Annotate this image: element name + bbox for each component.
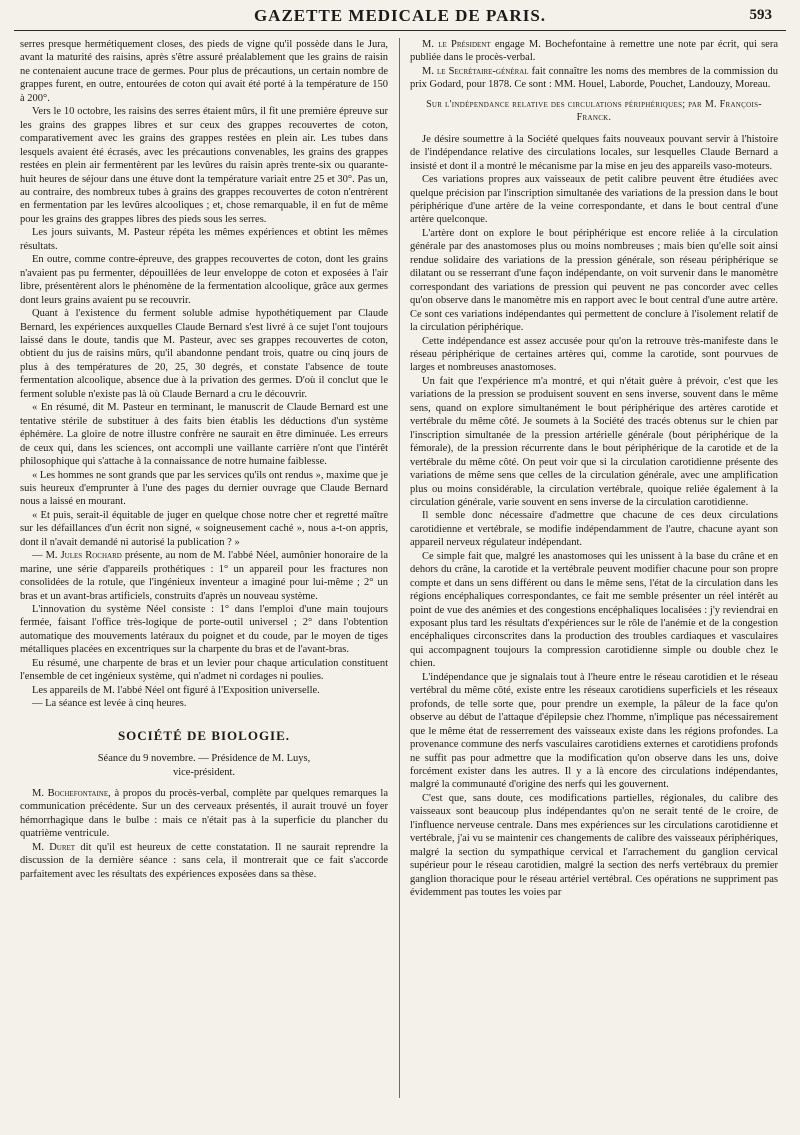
section-title: SOCIÉTÉ DE BIOLOGIE. [117, 727, 291, 743]
paragraph-text: présente, au nom de M. l'abbé Néel, aumônier honoraire de la marine, une série d'appareils prothétiques : 1° un appareil pour les fractures non consolidées de la rotule, que l'ingénieux inventeur a imaginé pour lui-même ; 2° un bras et un avant-bras artificiels, construits d'après un nouveau système. [20, 550, 388, 602]
paragraph: En outre, comme contre-épreuve, des grappes recouvertes de coton, dont les grains n'avaient pas pu fermenter, dépouillées de leur enveloppe de coton et exposées à l'air libre, présentèrent alors le phénomène de la fermentation alcoolique, grâce aux germes dont leurs grains avaient pu se recouvrir. [20, 254, 388, 306]
paragraph: L'indépendance que je signalais tout à l'heure entre le réseau carotidien et le réseau vertébral du même côté, existe entre les réseaux carotidiens superficiels et les réseaux profonds, de telle sorte que, pour prendre un exemple, la pâleur de la face qu'on observe au début de l'attaque d'épilepsie chez l'homme, n'implique pas nécessairement que le même état de resserrement des vaisseaux existe dans les régions profondes. La provenance commune des nerfs vasculaires carotidiens externes et carotidiens profonds ne suffit pas pour admettre que la modification qu'on observe dans les uns, doive forcément exister dans les autres. Il y a là encore des circulations indépendantes, malgré la communauté d'origine des nerfs qui les gouvernent. [410, 671, 778, 791]
paragraph [20, 841, 388, 881]
column-divider [399, 38, 400, 1098]
speaker-name: M. Duret [32, 841, 76, 853]
paragraph: Quant à l'existence du ferment soluble admise hypothétiquement par Claude Bernard, les expériences auxquelles Claude Bernard s'est livré à ce sujet l'ont toujours laissé dans le doute, tandis que M. Pasteur, avec ses grappes recouvertes de coton, obtient du jus de raisins mûrs, qu'il abandonne pendant trois, quatre ou cinq jours de plus à des températures de 20, 25, 30 degrés, et constate l'absence de toute fermentation alcoolique, absence due à la privation des germes. D'où il conclut que le ferment soluble n'existe pas là où Claude Bernard a cru le découvrir. [20, 308, 388, 400]
paragraph: Eu résumé, une charpente de bras et un levier pour chaque articulation constituent l'ensemble de cet ingénieux système, qui n'admet ni cordages ni poulies. [20, 657, 388, 683]
paragraph-text: à propos du procès-verbal, complète par quelques remarques la communication précédente. Sur un des cerveaux présentés, il aurait trouvé un foyer hémorrhagique dans le bulbe : mais ce n'était pas à la superficie du plancher du quatrième ventricule. [20, 788, 388, 840]
speaker-name: M. Jules Rochard [45, 550, 122, 562]
paragraph: Ce simple fait que, malgré les anastomoses qui les unissent à la base du crâne et en dehors du crâne, la carotide et la vertébrale peuvent modifier chacune pour son propre compte et dans un sens différent ou dans le même sens, l'état de la circulation dans les régions encéphaliques correspondantes, ce fait me semble présenter un réel intérêt au point de vue des anémies et des congestions encéphaliques localisées : j'y reviendrai en exposant plus tard les résultats d'expériences sur le rôle de l'anémie et de la congestion encéphaliques circonscrites dans la production des troubles cardiaques et vasculaires qui accompagnent toujours la compression carotidienne simple ou double chez le chien. [410, 550, 778, 670]
quote-paragraph: « Les hommes ne sont grands que par les services qu'ils ont rendus », maxime que je suis heureux d'emprunter à l'une des pages du dernier ouvrage que Claude Bernard nous a laissé en mourant. [20, 469, 388, 508]
paragraph: Cette indépendance est assez accusée pour qu'on la retrouve très-manifeste dans le réseau périphérique de certaines artères qui, comme la carotide, sont pourvues de larges et nombreuses anastomoses. [410, 335, 778, 374]
right-column [410, 38, 778, 1130]
paragraph-text: dit qu'il est heureux de cette constatation. Il ne saurait reprendre la discussion de la dernière séance : sans cela, il montrerait que ce fait s'accorde parfaitement avec les résultats des expériences exposées dans sa thèse. [20, 841, 388, 880]
paragraph: C'est que, sans doute, ces modifications partielles, régionales, du calibre des vaisseaux sont beaucoup plus indépendantes qu'on ne serait tenté de le croire, de l'influence nerveuse centrale. Dans mes expériences sur les circulations carotidienne et vertébrale, j'ai vu se maintenir ces changements de calibre des vaisseaux périphériques, malgré la section du sympathique cervical et l'arrachement du ganglion cervical supérieur pour le réseau carotidien, malgré la section des nerfs vertébraux du premier ganglion thoracique pour le réseau artériel vertébral. Ces opérations ne suppriment pas évidemment pas toutes les voies par [410, 792, 778, 899]
paragraph: Les appareils de M. l'abbé Néel ont figuré à l'Exposition universelle. [32, 684, 320, 696]
paragraph: Je désire soumettre à la Société quelques faits nouveaux pouvant servir à l'histoire de l'indépendance relative des circulations locales, sur lesquelles Claude Bernard a insisté et dont il a montré le mécanisme par la mise en jeu des appareils vaso-moteurs. [410, 133, 778, 172]
paragraph: — M. Jules Rochard présente, au nom de M. l'abbé Néel, aumônier honoraire de la marine, une série d'appareils prothétiques : 1° un appareil pour les fractures non consolidées de la rotule, que l'ingénieux inventeur a imaginé pour lui-même ; 2° un bras et un avant-bras artificiels, construits d'après un nouveau système. [20, 550, 388, 602]
speaker-name: M. Bochefontaine, [32, 788, 111, 800]
left-column [20, 38, 388, 1130]
paragraph: Ces variations propres aux vaisseaux de petit calibre peuvent être étudiées avec quelque précision par l'inscription simultanée des variations de la pression dans le bout périphérique d'une artère de la veine correspondante, et dans le bout central d'une artère quelconque. [410, 174, 778, 226]
paragraph: serres presque hermétiquement closes, des pieds de vigne qu'il possède dans le Jura, avant la maturité des raisins, après s'être assuré préalablement que les grains de raisin ne contenaient aucune trace de germes. Pour plus de précautions, un certain nombre de grappes furent, en outre, entourées de coton qui avait été porté à la température de 150 à 200°. [20, 39, 388, 104]
paragraph: Les jours suivants, M. Pasteur répéta les mêmes expériences et obtint les mêmes résultats. [20, 227, 388, 252]
paragraph: — La séance est levée à cinq heures. [32, 698, 187, 710]
speaker-name: M. le Président [422, 39, 491, 50]
page-number: 593 [749, 7, 772, 23]
paragraph: Vers le 10 octobre, les raisins des serres étaient mûrs, il fit une première épreuve sur les grains des grappes libres et sur ceux des grappes recouvertes de coton, comparativement avec les grains des grappes restées en plein air. Les tubes dans lesquels avaient été écrasés, avec les précautions convenables, les grains des grappes restées en plein air fermentèrent par les levûres du raisin après trente-six ou quarante-huit heures de séjour dans une étuve dont la température variait entre 25 et 30°. Pas un, au contraire, des nombreux tubes à grains des grappes recouvertes de coton n'entrèrent en fermentation par les levûres alcooliques ; et, chose remarquable, il en fut de même pour les grains des grappes libres des pieds sous les serres. [20, 106, 388, 225]
paragraph: L'artère dont on explore le bout périphérique est encore reliée à la circulation générale par des anastomoses plus ou moins nombreuses ; mais bien qu'elle soit ainsi rendue solidaire des variations de la pression générale, son réseau périphérique se dilatant ou se resserrant d'une façon indépendante, on voit survenir dans le manomètre correspondant des variations de pression qui peuvent ne pas concorder avec celles qu'on observe dans le manomètre mis en rapport avec le bout central d'une autre artère. Ce sont ces variations indépendantes qui permettent de conclure à l'isolement relatif de la circulation périphérique. [410, 227, 778, 334]
paragraph [410, 38, 778, 65]
journal-title: GAZETTE MEDICALE DE PARIS. [253, 6, 547, 25]
paragraph-text: fait connaître les noms des membres de la commission du prix Godard, pour 1878. Ce sont : MM. Houel, Laborde, Pouchet, Landouzy, Moreau. [410, 65, 778, 91]
paragraph [20, 787, 388, 841]
quote-paragraph: « Et puis, serait-il équitable de juger en quelque chose notre cher et regretté maître sur les défaillances d'un écrit non signé, « soigneusement caché », nous a-t-on appris, dont il n'avait demandé ni autorisé la publication ? » [20, 509, 388, 548]
paragraph: L'innovation du système Néel consiste : 1° dans l'emploi d'une main toujours fermée, faisant l'office très-logique de porte-outil universel ; 2° dans l'obtention automatique des mouvements latéraux du poignet et du coude, par le moyen de tiges métalliques placées en excentriques sur la charpente du bras et de l'avant-bras. [20, 604, 388, 656]
page-header [14, 4, 786, 31]
article-heading: Sur l'indépendance relative des circulations périphériques; par M. François-Franck. [426, 98, 762, 124]
section-subtitle: Séance du 9 novembre. — Présidence de M. Luys, [97, 753, 311, 765]
paragraph [410, 65, 778, 92]
paragraph-text: engage M. Bochefontaine à remettre une note par écrit, qui sera publiée dans le procès-verbal. [410, 39, 778, 64]
quote-paragraph: « En résumé, dit M. Pasteur en terminant, le manuscrit de Claude Bernard est une tentative stérile de substituer à des faits bien établis les déductions d'un système éphémère. La gloire de notre illustre confrère ne saurait en être diminuée. Les erreurs de ceux qui, dans les sciences, ont accompli une vaillante carrière n'ont que l'intérêt philosophique qui s'attache à la connaissance de notre humaine faiblesse. [20, 402, 388, 468]
section-subtitle: vice-président. [172, 766, 236, 778]
paragraph: Il semble donc nécessaire d'admettre que chacune de ces deux circulations carotidienne et vertébrale, se modifie indépendamment de l'autre, chacune ayant son appareil nerveux régulateur indépendant. [410, 510, 778, 549]
paragraph: Un fait que l'expérience m'a montré, et qui n'était guère à prévoir, c'est que les variations de la pression se produisent souvent en sens inverse, souvent dans le même sens, quand on explore simultanément le bout périphérique des artères carotide et vertébrale du même côté. Je soumets à la Société des tracés obtenus sur le chien par l'inscription simultanée de la pression artérielle générale (bout périphérique de la fémorale), de la pression récurrente dans le bout périphérique de la carotide et de la vertébrale du même côté. On peut voir que si la circulation carotidienne présente des variations de même sens que celles de la circulation générale, avec une amplification plus ou moins considérable, la circulation vertébrale, quoique reliée également à la circulation générale, varie souvent en sens inverse de la circulation carotidienne. [410, 375, 778, 508]
speaker-name: M. le Secrétaire-général [422, 65, 529, 77]
